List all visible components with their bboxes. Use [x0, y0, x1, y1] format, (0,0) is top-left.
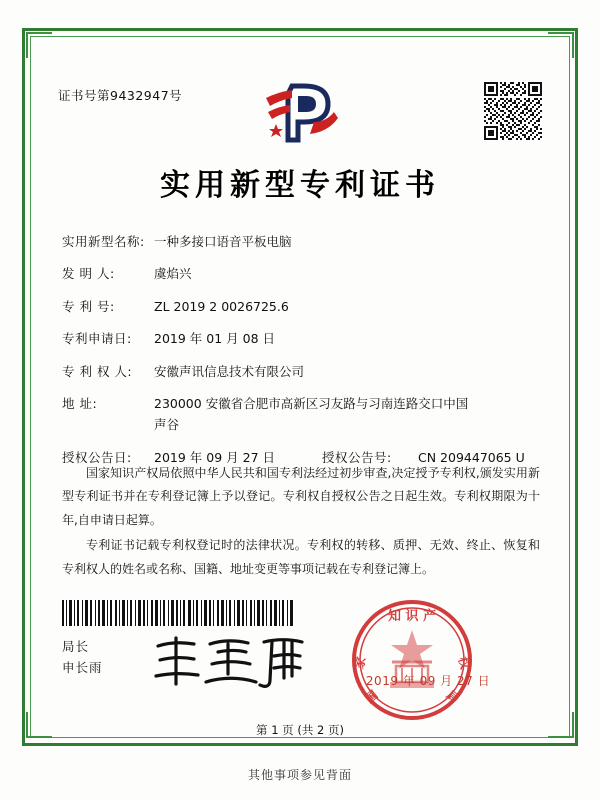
svg-text:国: 国	[362, 687, 381, 707]
field-value-publication-number: CN 209447065 U	[418, 449, 525, 465]
patent-office-emblem-icon	[0, 78, 600, 150]
page-title: 实用新型专利证书	[160, 168, 440, 203]
page-number: 第 1 页 (共 2 页)	[256, 723, 344, 737]
official-red-seal-icon	[348, 596, 476, 724]
certificate-number: 证书号第9432947号	[58, 88, 183, 103]
field-row-application-date	[62, 329, 540, 348]
field-label: 实用新型名称:	[62, 234, 145, 249]
field-label: 专 利 权 人:	[62, 363, 133, 379]
legal-text	[62, 462, 540, 583]
footer-note: 其他事项参见背面	[247, 768, 352, 782]
field-label-publication-number: 授权公告号:	[322, 449, 392, 465]
signature-title: 局长	[62, 639, 90, 654]
field-value: 安徽声讯信息技术有限公司	[154, 363, 305, 379]
field-value: 230000 安徽省合肥市高新区习友路与习南连路交口中国	[154, 395, 469, 411]
field-value-address-continued: 声谷	[154, 417, 180, 433]
field-row-address	[62, 394, 540, 413]
field-label: 专 利 号:	[62, 298, 115, 314]
border-corner-top-right	[548, 32, 574, 58]
border-corner-top-left	[26, 32, 52, 58]
svg-text:局: 局	[443, 687, 462, 707]
field-value: ZL 2019 2 0026725.6	[154, 298, 289, 314]
handwritten-signature	[140, 630, 320, 696]
field-value: 虞焰兴	[154, 266, 192, 282]
signature-name: 申长雨	[62, 660, 103, 676]
field-label: 发 明 人:	[62, 266, 115, 282]
field-label: 专利申请日:	[62, 331, 132, 347]
svg-text:权: 权	[455, 655, 473, 671]
signature-block	[62, 636, 103, 679]
field-row-inventor	[62, 264, 540, 283]
field-value: 2019 年 01 月 08 日	[154, 331, 275, 347]
barcode-icon	[62, 600, 294, 626]
seal-date: 2019 年 09 月 27 日	[365, 674, 491, 688]
svg-text:知 识 产: 知 识 产	[387, 609, 437, 624]
field-value-grant-date: 2019 年 09 月 27 日	[154, 449, 275, 465]
certificate-fields	[62, 232, 540, 480]
field-row-patent-number	[62, 297, 540, 316]
field-row-utility-model-name	[62, 232, 540, 251]
field-label-grant-date: 授权公告日:	[62, 449, 132, 465]
legal-paragraph-2: 专利证书记载专利权登记时的法律状况。专利权的转移、质押、无效、终止、恢复和专利权人的姓名或名称、国籍、地址变更等事项记载在专利登记簿上。	[62, 538, 540, 576]
field-row-patentee	[62, 362, 540, 381]
legal-paragraph-1: 国家知识产权局依照中华人民共和国专利法经过初步审查,决定授予专利权,颁发实用新型专利证书并在专利登记簿上予以登记。专利权自授权公告之日起生效。专利权期限为十年,自申请日起算。	[62, 466, 540, 527]
svg-text:家: 家	[351, 655, 369, 671]
field-label: 地 址:	[62, 395, 98, 411]
field-value: 一种多接口语音平板电脑	[154, 234, 292, 249]
